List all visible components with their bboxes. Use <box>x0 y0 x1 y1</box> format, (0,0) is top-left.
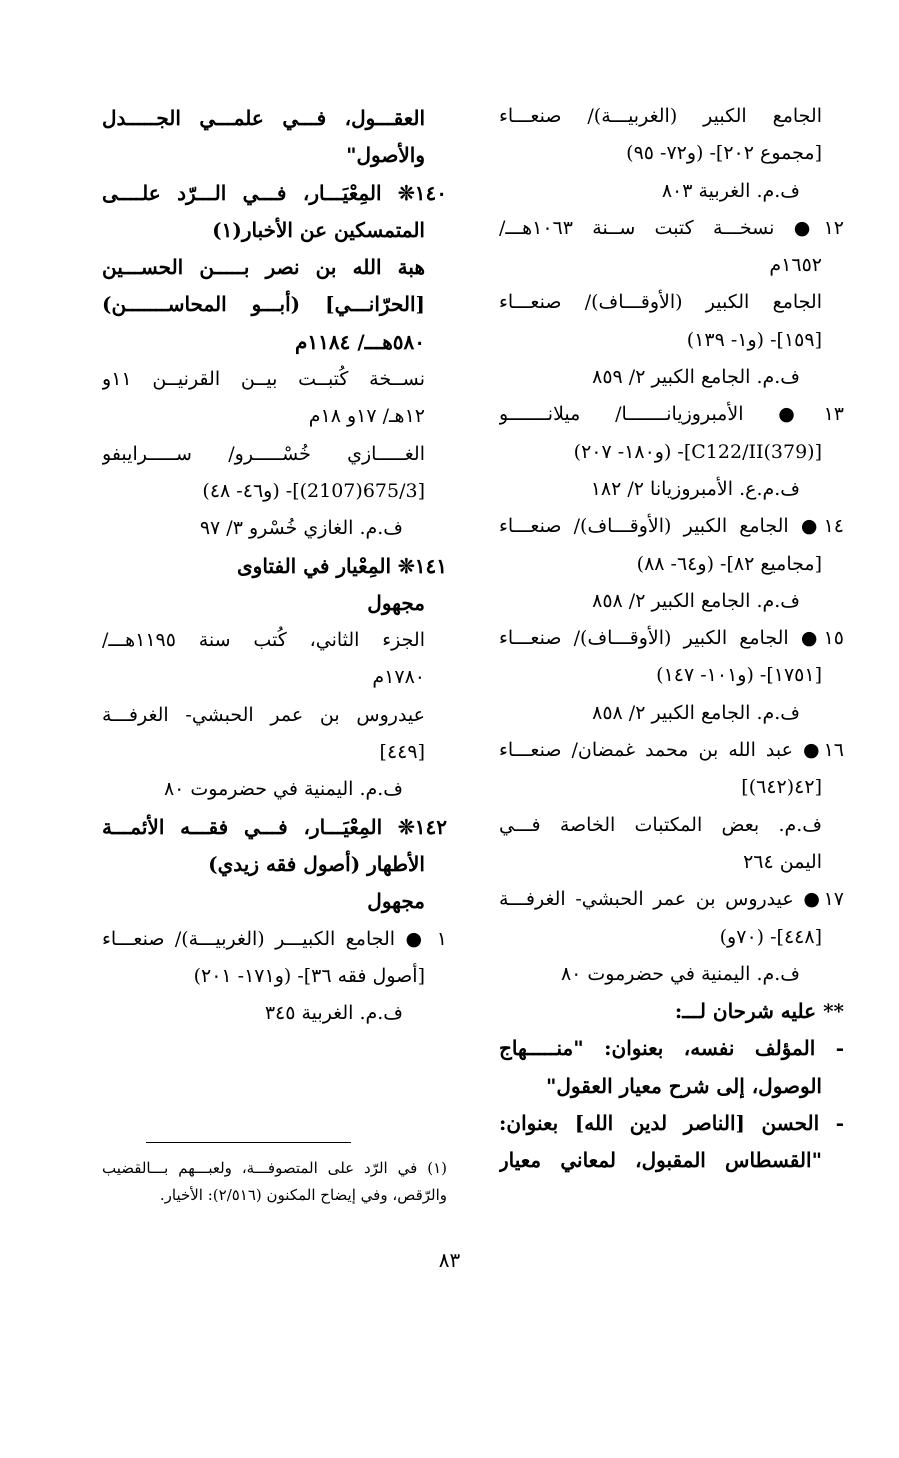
right-column <box>499 98 844 1180</box>
text-line: اليمن ٢٦٤ <box>743 850 822 873</box>
footnote-line: والرّقص، وفي إيضاح المكنون (٢/٥١٦): الأخيار. <box>159 1186 447 1204</box>
text-line: ١٢● نسخـــة كتبت ســنة ١٠٦٣هـــ/ <box>499 216 844 239</box>
footnote-line: (١) في الرّد على المتصوفـــة، ولعبـــهم بـــالقضيب <box>102 1159 447 1177</box>
text-line: الأطهار (أصول فقه زيدي) <box>208 851 425 876</box>
text-line: هبة الله بن نصر بـــــن الحســـين <box>102 255 425 280</box>
text-line: ١ ● الجامع الكبيـــر (الغربيـــة)/ صنعـــاء <box>102 927 447 950</box>
text-line: نســخة كُتبــت بيــن القرنيــن ١١و <box>102 368 425 391</box>
text-line: ف.م. الجامع الكبير ٢/ ٨٥٨ <box>592 589 800 612</box>
text-line: الجامع الكبير (الأوقـــاف)/ صنعـــاء <box>499 291 822 314</box>
text-line: الغـــــازي خُسْـــــرو/ ســـــرايبفو <box>102 442 425 465</box>
text-line: والأصول" <box>346 143 425 168</box>
text-line: المتمسكين عن الأخبار(١) <box>212 217 425 242</box>
text-line: ف.م. اليمنية في حضرموت ٨٠ <box>560 962 800 985</box>
text-line: العقـــول، فـــي علمـــي الجـــــدل <box>102 106 425 130</box>
text-line: ١٤٢❊ المِعْيَـــار، فـــي فقـــه الأئمـــة <box>102 814 447 839</box>
text-line: [الحرّانـــي] (أبـــو المحاســـــــن) <box>102 292 425 317</box>
text-line: ف.م. الجامع الكبير ٢/ ٨٥٩ <box>592 366 800 389</box>
text-line: ف.م.ع. الأمبروزيانا ٢/ ١٨٢ <box>590 477 800 500</box>
text-line: ١٤● الجامع الكبير (الأوقـــاف)/ صنعـــاء <box>499 515 844 538</box>
text-line: مجهول <box>367 889 425 914</box>
text-line: ف.م. الغربية ٨٠٣ <box>661 179 800 202</box>
text-line: [مجموع ٢٠٢]- (و٧٢- ٩٥) <box>626 142 822 165</box>
text-line: [١٧٥١]- (و١٠١- ١٤٧) <box>656 664 822 687</box>
text-line: مجهول <box>367 590 425 615</box>
text-line: ١٦٥٢م <box>769 254 822 277</box>
page-number: ٨٣ <box>438 1248 461 1272</box>
text-line: ١٤١❊ المِعْيار في الفتاوى <box>237 553 447 578</box>
text-line: - المؤلف نفسه، بعنوان: "منـــــهاج <box>499 1036 844 1061</box>
text-line: [675/3(2107)]- (و٤٦- ٤٨) <box>202 479 425 502</box>
text-line: ٥٨٠هـــ/ ١١٨٤م <box>295 329 425 354</box>
text-line: ** عليه شرحان لـــ: <box>674 999 844 1024</box>
text-line: ١٧● عيدروس بن عمر الحبشي- الغرفـــة <box>499 888 844 911</box>
text-line: "القسطاس المقبول، لمعاني معيار <box>499 1148 822 1173</box>
text-line: [أصول فقه ٣٦]- (و١٧١- ٢٠١) <box>193 964 425 987</box>
text-line: [١٥٩]- (و١- ١٣٩) <box>686 328 822 351</box>
text-line: ١٤٠❊ المِعْيَـــار، فـــي الـــرّد علــــى <box>102 180 447 205</box>
text-line: [٤٢(٦٤٢)] <box>741 776 822 799</box>
text-line: الجزء الثاني، كُتب سنة ١١٩٥هـــ/ <box>102 629 425 652</box>
text-line: ف.م. الجامع الكبير ٢/ ٨٥٨ <box>592 701 800 724</box>
text-line: الوصول، إلى شرح معيار العقول" <box>545 1073 822 1098</box>
footnote <box>102 1155 447 1209</box>
text-line: - الحسن [الناصر لدين الله] بعنوان: <box>499 1111 844 1136</box>
text-line: ف.م. اليمنية في حضرموت ٨٠ <box>163 778 403 801</box>
text-line: [٤٤٩] <box>379 741 425 764</box>
text-line: ف.م. الغازي خُسْرو ٣/ ٩٧ <box>199 517 403 540</box>
text-line: ١٢هـ/ ١٧و ١٨م <box>308 405 425 428</box>
text-line: [٤٤٨]- (٧٠و) <box>719 925 822 948</box>
text-line: ١٣● الأمبروزيانـــــــا/ ميلانـــــــو <box>499 403 844 426</box>
left-column <box>102 100 447 1032</box>
text-line: [مجاميع ٨٢]- (و٦٤- ٨٨) <box>636 552 822 575</box>
text-line: ١٥● الجامع الكبير (الأوقـــاف)/ صنعـــاء <box>499 627 844 650</box>
text-line: ١٧٨٠م <box>372 666 425 689</box>
text-line: الجامع الكبير (الغربيـــة)/ صنعـــاء <box>499 105 822 127</box>
text-line: عيدروس بن عمر الحبشي- الغرفـــة <box>102 703 425 726</box>
footnote-separator <box>146 1142 351 1143</box>
text-line: [C122/II(379)]- (و١٨٠- ٢٠٧) <box>573 440 822 463</box>
text-line: ١٦● عبد الله بن محمد غمضان/ صنعـــاء <box>499 739 844 762</box>
text-line: ف.م. بعض المكتبات الخاصة فـــي <box>499 813 822 836</box>
text-line: ف.م. الغربية ٣٤٥ <box>264 1002 403 1025</box>
